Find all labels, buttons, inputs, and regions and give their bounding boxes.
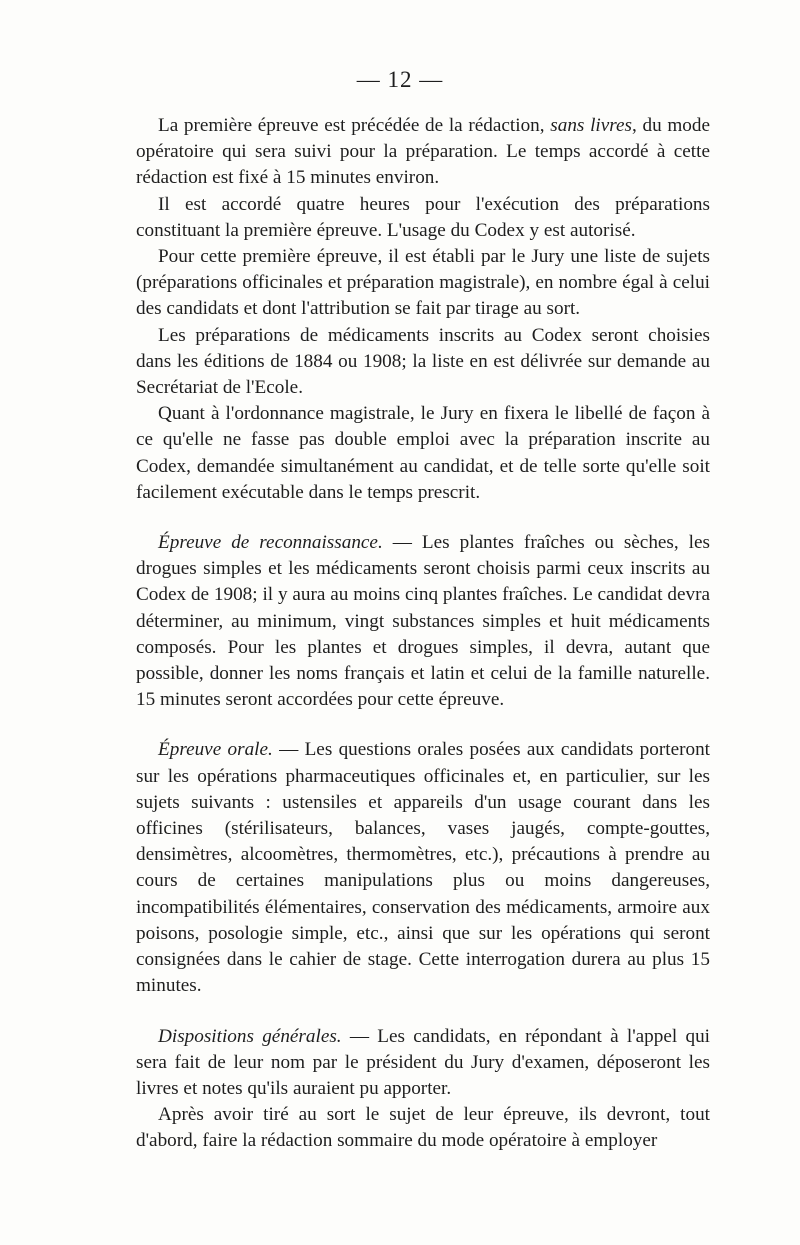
paragraph-text: Pour cette première épreuve, il est établi par le Jury une liste de sujets (préparations officinales et préparation magistrale), en nombre égal à celui des candidats et dont l'attribution se fait par tirage au sort.	[136, 246, 710, 320]
paragraph-italic-text: sans livres	[550, 115, 632, 136]
section-heading-italic: Dispositions générales.	[158, 1025, 342, 1047]
paragraph-oral-test	[136, 737, 710, 999]
paragraph-after-draw	[136, 1102, 710, 1154]
paragraph-duration	[136, 192, 710, 244]
paragraph-text: La première épreuve est précédée de la rédaction,	[158, 115, 551, 136]
paragraph-redaction-intro	[136, 113, 710, 192]
paragraph-text: — Les questions orales posées aux candidats porteront sur les opérations pharmaceutiques officinales et, en particulier, sur les sujets suivants : ustensiles et appareils d'un usage courant dans les officines (stérilisateurs, balances, vases jaugés, compte-gouttes, densimètres, alcoomètres, thermomètres, etc.), précautions à prendre au cours de certaines manipulations plus ou moins dangereuses, incompatibilités élémentaires, conservation des médicaments, armoire aux poisons, posologie simple, etc., ainsi que sur les opérations qui seront consignées dans le cahier de stage. Cette interrogation durera au plus 15 minutes.	[136, 739, 711, 997]
paragraph-text: Quant à l'ordonnance magistrale, le Jury en fixera le libellé de façon à ce qu'elle ne fasse pas double emploi avec la préparation inscrite au Codex, demandée simultanément au candidat, et de telle sorte qu'elle soit facilement exécutable dans le temps prescrit.	[136, 403, 710, 503]
paragraph-text: — Les plantes fraîches ou sèches, les drogues simples et les médicaments seront choisis parmi ceux inscrits au Codex de 1908; il y aura au moins cinq plantes fraîches. Le candidat devra déterminer, au minimum, vingt substances simples et huit médicaments composés. Pour les plantes et drogues simples, il devra, autant que possible, donner les noms français et latin et celui de la famille naturelle. 15 minutes seront accordées pour cette épreuve.	[136, 532, 710, 711]
section-heading-italic: Épreuve de reconnaissance.	[158, 532, 383, 554]
paragraph-magistral-prescription	[136, 401, 710, 506]
paragraph-text: Après avoir tiré au sort le sujet de leur épreuve, ils devront, tout d'abord, faire la rédaction sommaire du mode opératoire à employer	[136, 1104, 710, 1152]
paragraph-text: Les préparations de médicaments inscrits au Codex seront choisies dans les éditions de 1884 ou 1908; la liste en est délivrée sur demande au Secrétariat de l'Ecole.	[136, 324, 710, 399]
paragraph-subject-list	[136, 244, 710, 323]
section-heading-italic: Épreuve orale.	[158, 739, 273, 761]
body-text	[136, 113, 710, 1155]
paragraph-codex-editions	[136, 323, 710, 402]
paragraph-text: Il est accordé quatre heures pour l'exécution des préparations constituant la première épreuve. L'usage du Codex y est autorisé.	[136, 193, 710, 241]
paragraph-recognition-test	[136, 530, 710, 713]
paragraph-text: , du mode opératoire qui sera suivi pour la préparation. Le temps accordé à cette rédaction est fixé à 15 minutes environ.	[136, 115, 710, 189]
paragraph-text: — Les candidats, en répondant à l'appel qui sera fait de leur nom par le président du Jury d'examen, déposeront les livres et notes qu'ils auraient pu apporter.	[136, 1025, 710, 1099]
paragraph-general-provisions	[136, 1024, 710, 1103]
page-number: — 12 —	[356, 67, 444, 92]
